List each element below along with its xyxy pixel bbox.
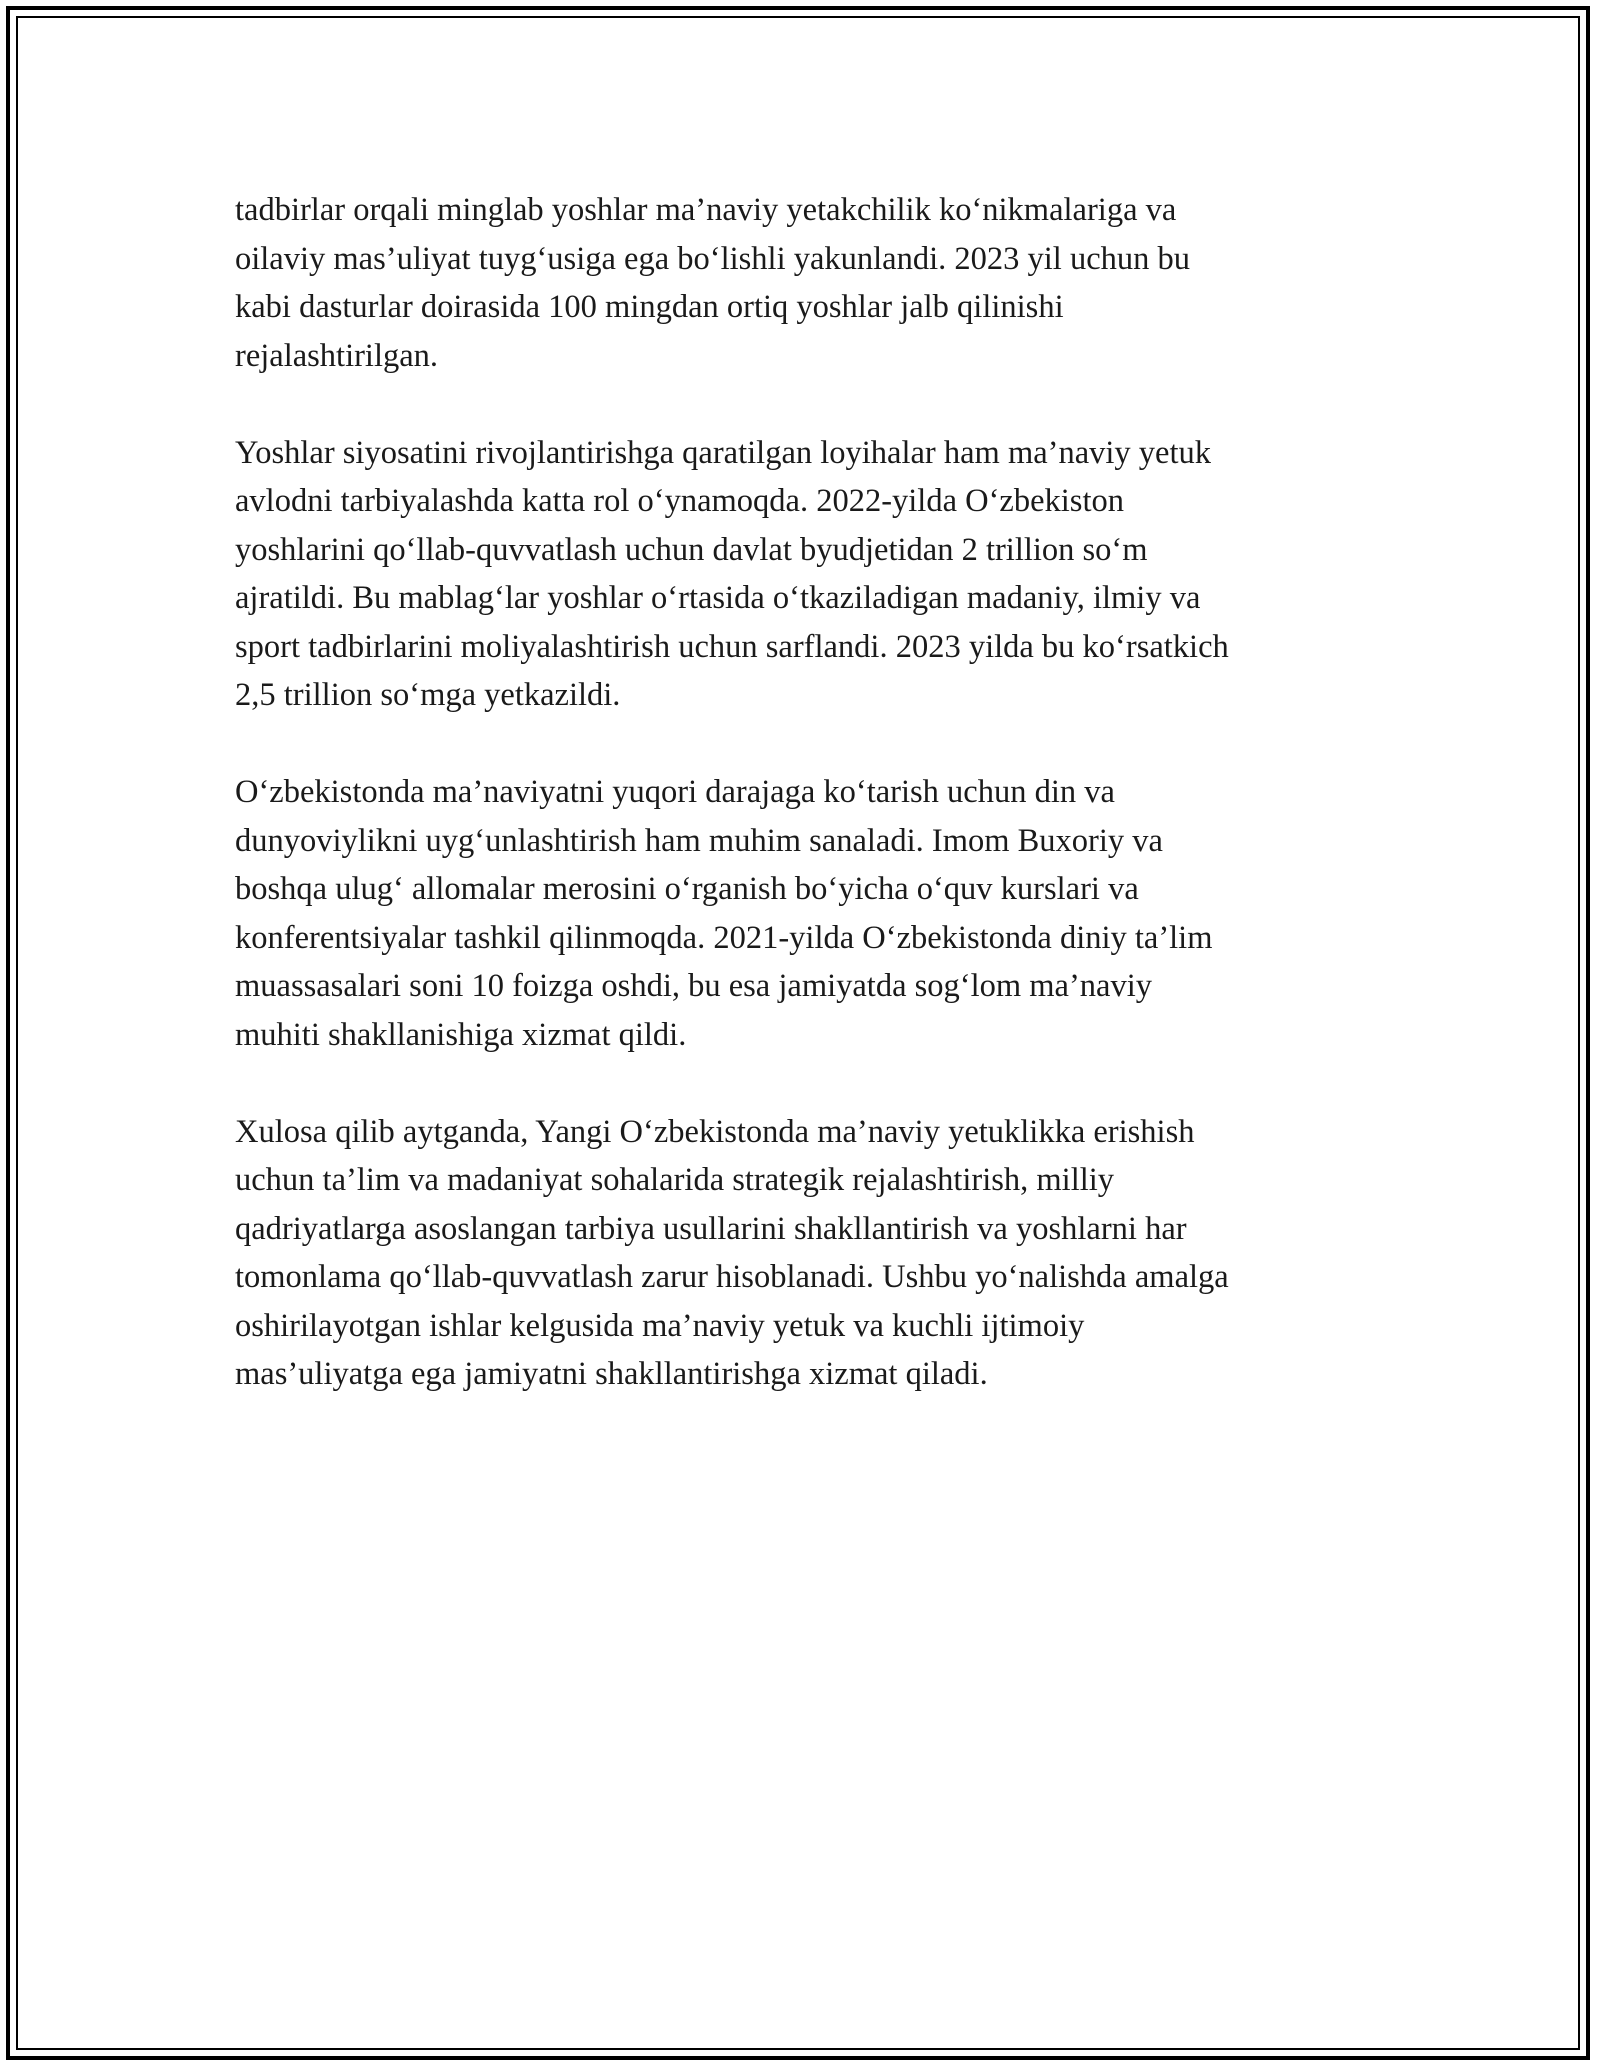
- paragraph-youth-policy-funding: Yoshlar siyosatini rivojlantirishga qaratilgan loyihalar ham ma’naviy yetuk avlodni tarbiyalashda katta rol o‘ynamoqda. 2022-yilda O‘zbekiston yoshlarini qo‘llab-quvvatlash uchun davlat byudjetidan 2 trillion so‘m ajratildi. Bu mablag‘lar yoshlar o‘rtasida o‘tkaziladigan madaniy, ilmiy va sport tadbirlarini moliyalashtirish uchun sarflandi. 2023 yilda bu ko‘rsatkich 2,5 trillion so‘mga yetkazildi.: [235, 434, 1229, 713]
- paragraph-religion-and-secularism: O‘zbekistonda ma’naviyatni yuqori darajaga ko‘tarish uchun din va dunyoviylikni uyg‘unlashtirish ham muhim sanaladi. Imom Buxoriy va boshqa ulug‘ allomalar merosini o‘rganish bo‘yicha o‘quv kurslari va konferentsiyalar tashkil qilinmoqda. 2021-yilda O‘zbekistonda diniy ta’lim muassasalari soni 10 foizga oshdi, bu esa jamiyatda sog‘lom ma’naviy muhiti shakllanishiga xizmat qildi.: [235, 774, 1213, 1053]
- paragraph-conclusion: Xulosa qilib aytganda, Yangi O‘zbekistonda ma’naviy yetuklikka erishish uchun ta’lim va madaniyat sohalarida strategik rejalashtirish, milliy qadriyatlarga asoslangan tarbiya usullarini shakllantirish va yoshlarni har tomonlama qo‘llab-quvvatlash zarur hisoblanadi. Ushbu yo‘nalishda amalga oshirilayotgan ishlar kelgusida ma’naviy yetuk va kuchli ijtimoiy mas’uliyatga ega jamiyatni shakllantirishga xizmat qiladi.: [235, 1113, 1229, 1392]
- paragraph-youth-programs-continuation: tadbirlar orqali minglab yoshlar ma’naviy yetakchilik ko‘nikmalariga va oilaviy mas’uliyat tuyg‘usiga ega bo‘lishli yakunlandi. 2023 yil uchun bu kabi dasturlar doirasida 100 mingdan ortiq yoshlar jalb qilinishi rejalashtirilgan.: [235, 192, 1190, 374]
- document-body: [235, 186, 1365, 1447]
